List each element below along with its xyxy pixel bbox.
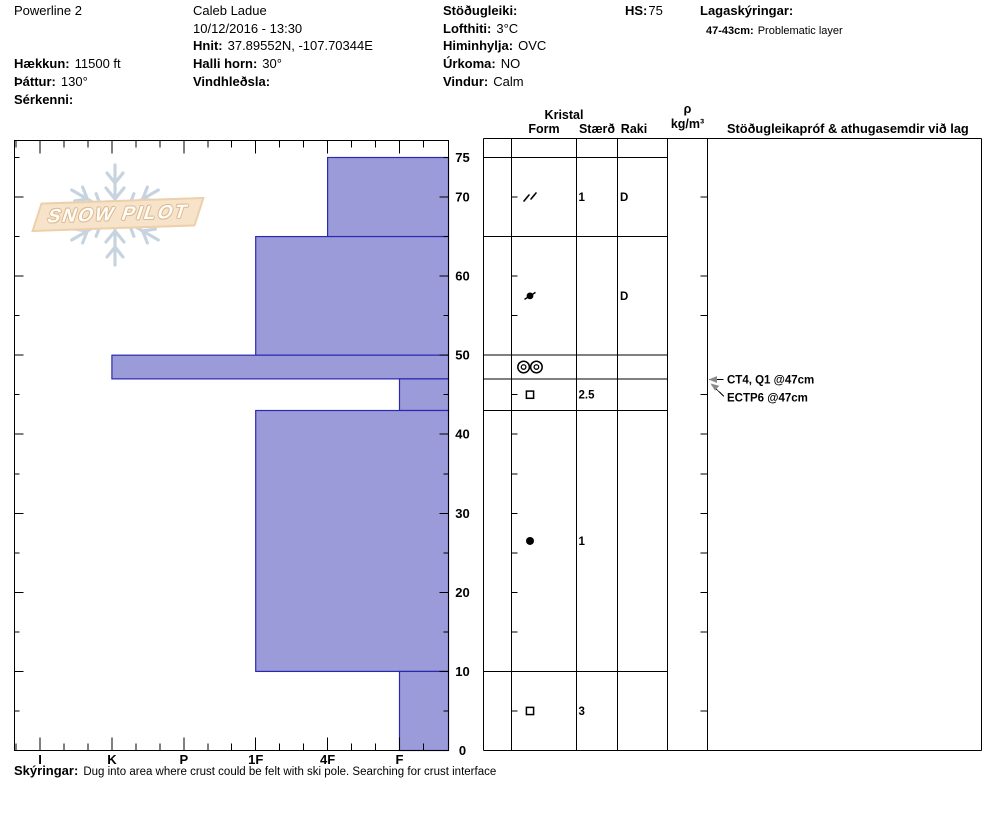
sky-cover-field: Himinhylja: OVC (443, 38, 547, 53)
observer-name: Caleb Ladue (193, 3, 267, 18)
wind-loading-field: Vindhleðsla: (193, 74, 271, 89)
stability-annotation: CT4, Q1 @47cm (727, 374, 815, 387)
table-header-density-unit: kg/m³ (670, 117, 705, 131)
feature-field: Sérkenni: (14, 92, 74, 107)
depth-tick-label: 10 (455, 663, 470, 679)
hardness-tick-label: 4F (320, 752, 336, 767)
depth-tick-label: 70 (455, 189, 470, 205)
layer-notes-heading: Lagaskýringar: (700, 3, 794, 18)
comments-field: Skýringar: Dug into area where crust could be felt with ski pole. Searching for crust interface (14, 763, 497, 778)
crystal-form-symbol-double-slash (524, 193, 536, 201)
table-header-stability: Stöðugleikapróf & athugasemdir við lag (727, 121, 969, 136)
depth-tick-label: 50 (455, 347, 470, 363)
depth-tick-label: 75 (455, 150, 470, 165)
snowpilot-banner-text: SNOW PILOT (44, 200, 192, 228)
coordinates-field: Hnit: 37.89552N, -107.70344E (193, 38, 373, 53)
depth-tick-label: 30 (455, 505, 470, 521)
annotation-arrowhead (709, 376, 718, 383)
hardness-tick-label: P (179, 752, 189, 767)
pit-name: Powerline 2 (14, 3, 82, 18)
hardness-tick-label: 1F (248, 752, 264, 767)
snow-layer-bar (400, 379, 449, 411)
wind-field: Vindur: Calm (443, 74, 524, 89)
snow-layer-bar (256, 237, 449, 356)
grain-size-value: 3 (578, 705, 585, 718)
precipitation-field: Úrkoma: NO (443, 56, 521, 71)
snow-layer-bar (112, 355, 449, 379)
table-header-kristal: Kristal (544, 108, 584, 122)
depth-tick-label: 20 (455, 584, 470, 600)
stability-annotation: ECTP6 @47cm (727, 392, 808, 405)
snow-height-field: HS:75 (625, 3, 663, 18)
table-header-density: ρ (683, 102, 692, 116)
hardness-tick-label: F (395, 752, 404, 767)
grain-size-value: 2.5 (578, 389, 595, 402)
wetness-value: D (620, 192, 629, 205)
crystal-form-symbol-square (526, 707, 533, 714)
table-header-staerd: Stærð (578, 122, 616, 136)
observation-datetime: 10/12/2016 - 13:30 (193, 21, 303, 36)
crystal-form-symbol-dot (526, 537, 534, 545)
aspect-field: Þáttur: 130° (14, 74, 88, 89)
depth-tick-label: 0 (458, 743, 467, 758)
elevation-field: Hækkun: 11500 ft (14, 56, 121, 71)
depth-tick-label: 60 (455, 268, 470, 284)
layer-note: 47-43cm: Problematic layer (706, 25, 843, 37)
hardness-tick-label: K (107, 752, 117, 767)
depth-tick-label: 40 (455, 426, 470, 442)
slope-angle-field: Halli horn: 30° (193, 56, 282, 71)
wetness-value: D (620, 290, 629, 303)
grain-size-value: 1 (578, 192, 585, 205)
table-header-form: Form (528, 122, 560, 136)
stability-field: Stöðugleiki: (443, 3, 518, 18)
snow-layer-bar (400, 671, 449, 750)
snow-layer-bar (256, 411, 449, 672)
air-temp-field: Lofthiti: 3°C (443, 21, 519, 36)
crystal-form-symbol-dot-slash (525, 292, 536, 299)
annotation-arrowhead (711, 384, 720, 391)
hardness-tick-label: I (38, 752, 42, 767)
table-header-raki: Raki (620, 122, 648, 136)
crystal-form-symbol-double-ring (518, 361, 542, 373)
grain-size-value: 1 (578, 535, 585, 548)
crystal-form-symbol-square (526, 391, 533, 398)
snow-layer-bar (328, 158, 449, 237)
